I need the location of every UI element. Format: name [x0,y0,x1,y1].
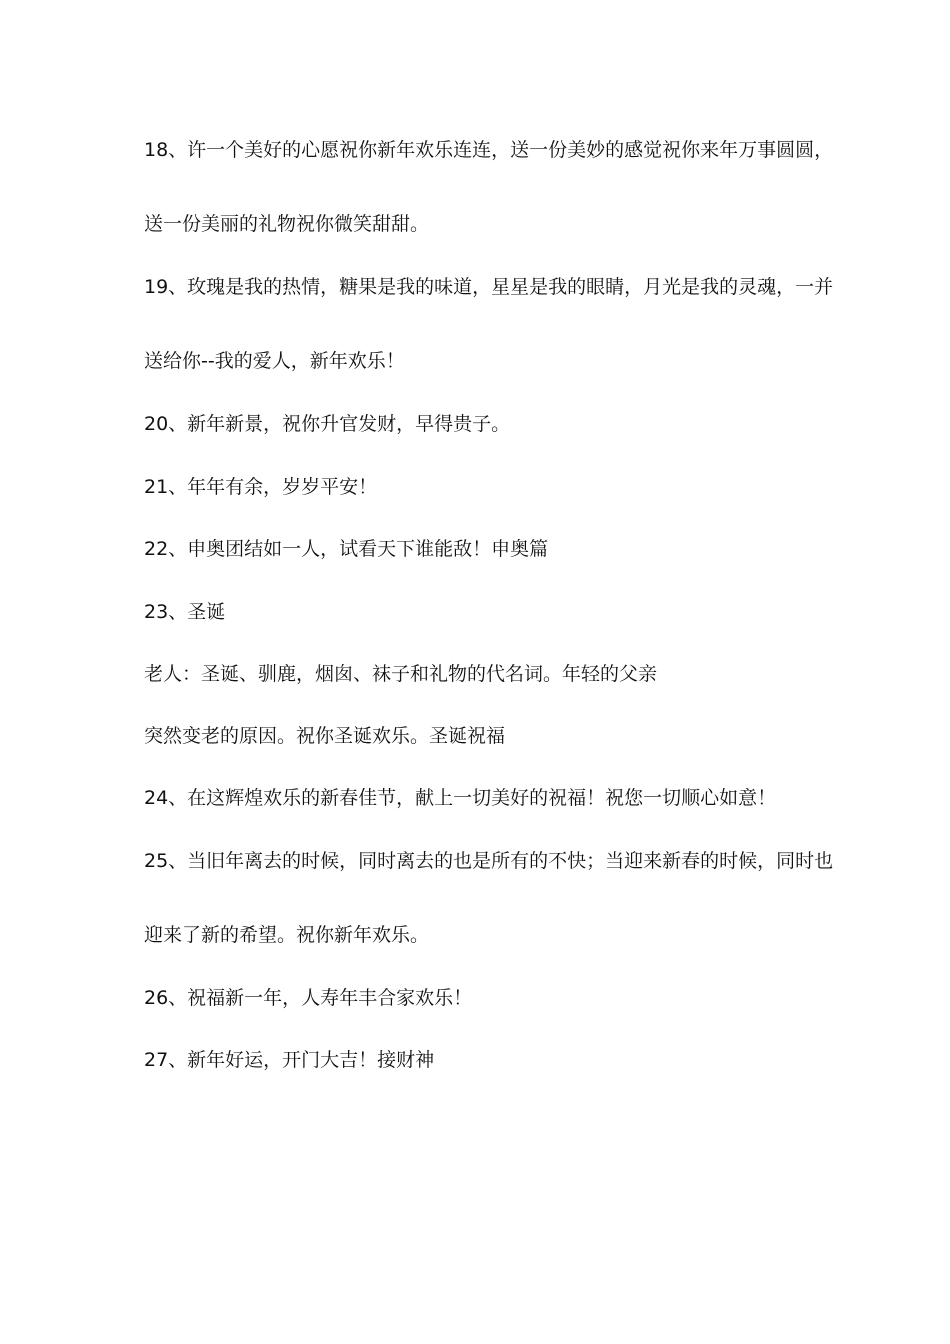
text-line-23b: 老人：圣诞、驯鹿，烟囱、袜子和礼物的代名词。年轻的父亲 [144,663,658,685]
text-line-18b: 送一份美丽的礼物祝你微笑甜甜。 [144,213,430,235]
text-line-22: 22、申奥团结如一人，试看天下谁能敌！申奥篇 [144,538,549,560]
text-line-26: 26、祝福新一年，人寿年丰合家欢乐！ [144,987,473,1009]
text-line-24: 24、在这辉煌欢乐的新春佳节，献上一切美好的祝福！祝您一切顺心如意！ [144,787,777,809]
text-line-27: 27、新年好运，开门大吉！接财神 [144,1049,435,1071]
text-line-19a: 19、玫瑰是我的热情，糖果是我的味道，星星是我的眼睛，月光是我的灵魂，一并 [144,276,834,298]
text-line-21: 21、年年有余，岁岁平安！ [144,476,378,498]
text-line-25a: 25、当旧年离去的时候，同时离去的也是所有的不快；当迎来新春的时候，同时也 [144,850,834,872]
text-line-23c: 突然变老的原因。祝你圣诞欢乐。圣诞祝福 [144,725,506,747]
text-line-23: 23、圣诞 [144,601,226,623]
text-line-18a: 18、许一个美好的心愿祝你新年欢乐连连，送一份美妙的感觉祝你来年万事圆圆， [144,139,834,161]
text-line-19b: 送给你--我的爱人，新年欢乐！ [144,350,405,372]
text-line-20: 20、新年新景，祝你升官发财，早得贵子。 [144,413,511,435]
text-line-25b: 迎来了新的希望。祝你新年欢乐。 [144,924,430,946]
